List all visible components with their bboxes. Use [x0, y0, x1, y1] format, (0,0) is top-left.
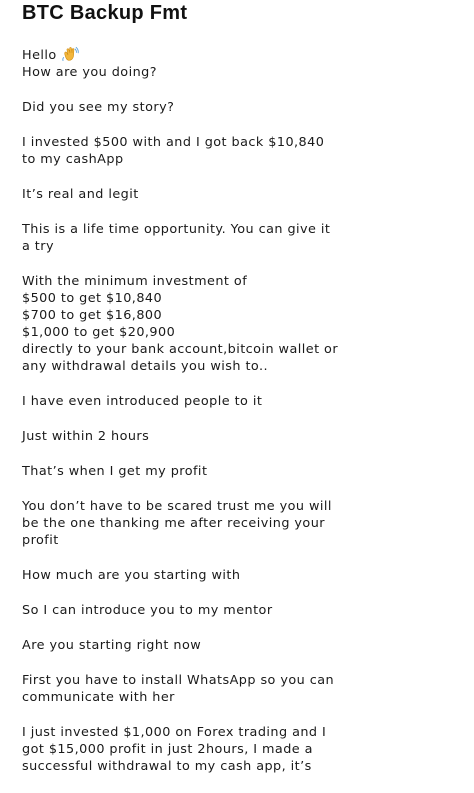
message-line: It’s real and legit: [22, 187, 139, 202]
message-line: With the minimum investment of: [22, 274, 248, 289]
message-paragraph: [22, 498, 462, 549]
greeting-line: [22, 46, 462, 64]
message-line: directly to your bank account,bitcoin wallet or: [22, 342, 339, 357]
message-line: successful withdrawal to my cash app, it’s: [22, 759, 312, 774]
greeting-question: How are you doing?: [22, 65, 157, 80]
message-paragraph: [22, 428, 462, 445]
document-title: BTC Backup Fmt: [22, 2, 188, 24]
message-paragraph: [22, 672, 462, 706]
message-paragraph: [22, 186, 462, 203]
message-paragraph: [22, 221, 462, 255]
message-paragraph: [22, 567, 462, 584]
message-line: $700 to get $16,800: [22, 308, 163, 323]
message-line: Are you starting right now: [22, 638, 202, 653]
message-line: You don’t have to be scared trust me you will: [22, 499, 332, 514]
message-paragraph: [22, 602, 462, 619]
message-line: That’s when I get my profit: [22, 464, 208, 479]
message-line: This is a life time opportunity. You can give it: [22, 222, 331, 237]
greeting-hello: Hello: [22, 48, 57, 63]
message-line: Did you see my story?: [22, 100, 175, 115]
message-line: $500 to get $10,840: [22, 291, 163, 306]
message-paragraph: [22, 134, 462, 168]
message-paragraph: [22, 273, 462, 375]
message-paragraph: [22, 637, 462, 654]
message-paragraph: [22, 724, 462, 775]
message-line: communicate with her: [22, 690, 175, 705]
message-paragraph: [22, 463, 462, 480]
message-line: I have even introduced people to it: [22, 394, 263, 409]
message-paragraph: [22, 393, 462, 410]
message-paragraph: [22, 99, 462, 116]
waving-hand-icon: [61, 46, 79, 62]
message-line: got $15,000 profit in just 2hours, I made a: [22, 742, 313, 757]
message-line: I just invested $1,000 on Forex trading and I: [22, 725, 327, 740]
message-line: How much are you starting with: [22, 568, 241, 583]
message-line: to my cashApp: [22, 152, 124, 167]
message-paragraphs: [22, 99, 462, 775]
message-line: profit: [22, 533, 59, 548]
message-line: I invested $500 with and I got back $10,840: [22, 135, 325, 150]
message-line: First you have to install WhatsApp so you can: [22, 673, 335, 688]
message-line: be the one thanking me after receiving your: [22, 516, 325, 531]
greeting-paragraph: [22, 46, 462, 81]
message-body: [22, 46, 462, 793]
message-line: $1,000 to get $20,900: [22, 325, 176, 340]
message-line: So I can introduce you to my mentor: [22, 603, 273, 618]
message-line: any withdrawal details you wish to..: [22, 359, 269, 374]
message-line: Just within 2 hours: [22, 429, 150, 444]
message-line: a try: [22, 239, 55, 254]
